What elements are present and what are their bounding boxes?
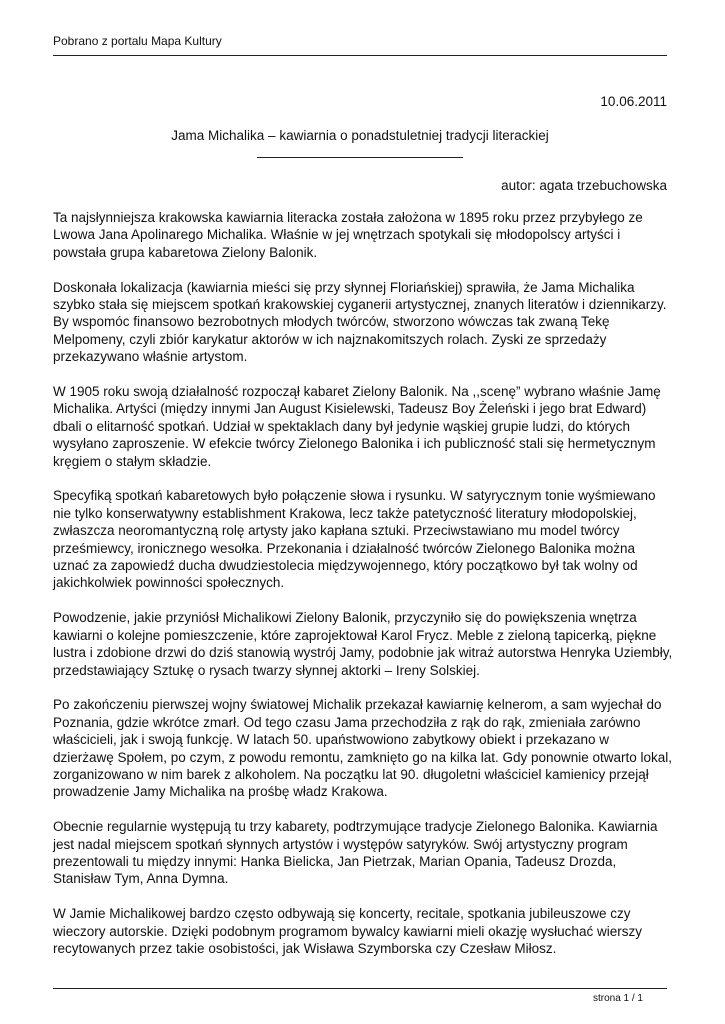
paragraph: Po zakończeniu pierwszej wojny światowej Michalik przekazał kawiarnię kelnerom, a sam wyjechał do Poznania, gdzie wkrótce zmarł. Od tego czasu Jama przechodziła z rąk do rąk, zmieniała zarówno właścicieli, jak i swoją funkcję. W latach 50. upaństwowiono zabytkowy obiekt i przekazano w dzierżawę Społem, po czym, z powodu remontu, zamknięto go na kilka lat. Gdy ponownie otwarto lokal, zorganizowano w nim barek z alkoholem. Na początku lat 90. długoletni właściciel kamienicy przejął prowadzenie Jamy Michalika na prośbę władz Krakowa. [53,697,673,800]
paragraph: W Jamie Michalikowej bardzo często odbywają się koncerty, recitale, spotkania jubileuszowe czy wieczory autorskie. Dzięki podobnym programom bywalcy kawiarni mieli okazję wysłuchać wierszy recytowanych przez takie osobistości, jak Wisława Szymborska czy Czesław Miłosz. [53,906,642,956]
title-underline [257,157,463,158]
article-author: autor: agata trzebuchowska [501,178,667,193]
header-divider [53,55,667,56]
article-title: Jama Michalika – kawiarnia o ponadstuletniej tradycji literackiej [171,128,549,143]
paragraph: Ta najsłynniejsza krakowska kawiarnia literacka została założona w 1895 roku przez przybyłego ze Lwowa Jana Apolinarego Michalika. Właśnie w jej wnętrzach spotykali się młodopolscy artyści i powstała grupa kabaretowa Zielony Balonik. [53,210,643,260]
source-header: Pobrano z portalu Mapa Kultury [53,34,222,48]
paragraph: Obecnie regularnie występują tu trzy kabarety, podtrzymujące tradycje Zielonego Balonika. Kawiarnia jest nadal miejscem spotkań słynnych artystów i występów satyryków. Swój artystyczny program prezentowali tu między innymi: Hanka Bielicka, Jan Pietrzak, Marian Opania, Tadeusz Drozda, Stanisław Tym, Anna Dymna. [53,819,658,887]
paragraph: W 1905 roku swoją działalność rozpoczął kabaret Zielony Balonik. Na ,,scenę” wybrano właśnie Jamę Michalika. Artyści (między innymi Jan August Kisielewski, Tadeusz Boy Żeleński i jego brat Edward) dbali o elitarność spotkań. Udział w spektaklach dany był jedynie wąskiej grupie ludzi, do których wysyłano zaproszenie. W efekcie twórcy Zielonego Balonika i ich publiczność stali się hermetycznym kręgiem o stałym składzie. [53,384,661,469]
article-date: 10.06.2011 [600,94,667,109]
paragraph: Powodzenie, jakie przyniósł Michalikowi Zielony Balonik, przyczyniło się do powiększenia wnętrza kawiarni o kolejne pomieszczenie, które zaprojektował Karol Frycz. Meble z zieloną tapicerką, piękne lustra i zdobione drzwi do dziś stanowią wystrój Jamy, podobnie jak witraż autorstwa Henryka Uziembły, przedstawiający Sztukę o rysach twarzy słynnej aktorki – Ireny Solskiej. [53,610,673,678]
paragraph: Specyfiką spotkań kabaretowych było połączenie słowa i rysunku. W satyrycznym tonie wyśmiewano nie tylko konserwatywny establishment Krakowa, lecz także patetyczność literatury młodopolskiej, zwłaszcza neoromantyczną rolę artysty jako kapłana sztuki. Przeciwstawiano mu model twórcy prześmiewcy, ironicznego wesołka. Przekonania i działalność twórców Zielonego Balonika można uznać za zapowiedź ducha dwudziestolecia międzywojennego, który początkowo był tak wolny od jakichkolwiek powinności społecznych. [53,488,656,591]
article-body [53,209,673,975]
paragraph: Doskonała lokalizacja (kawiarnia mieści się przy słynnej Floriańskiej) sprawiła, że Jama Michalika szybko stała się miejscem spotkań krakowskiej cyganerii artystycznej, znanych literatów i dziennikarzy. By wspomóc finansowo bezrobotnych młodych twórców, stworzono wówczas tak zwaną Tekę Melpomeny, czyli zbiór karykatur aktorów w ich najznakomitszych rolach. Zyski ze sprzedaży przekazywano właśnie artystom. [53,279,667,365]
page-number: strona 1 / 1 [592,993,643,1004]
footer-divider [53,988,667,989]
